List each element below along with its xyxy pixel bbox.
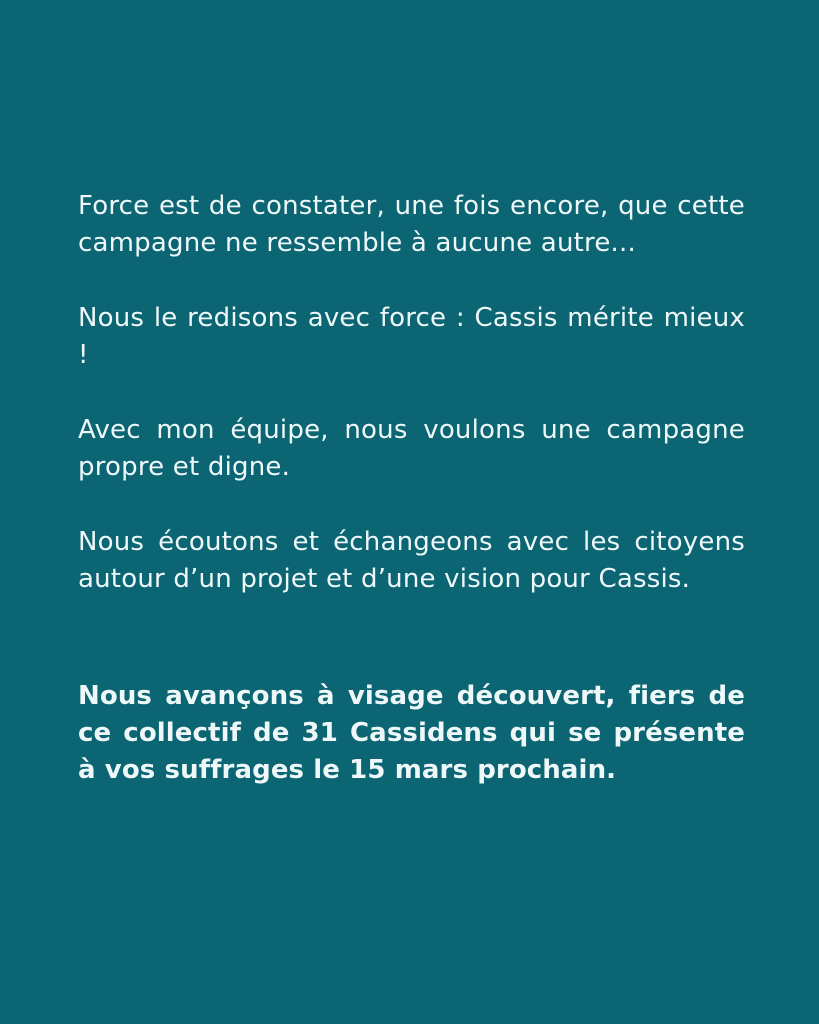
- text-block: [78, 188, 745, 827]
- paragraph-3: Avec mon équipe, nous voulons une campagne propre et digne.: [78, 415, 745, 482]
- paragraph-1: Force est de constater, une fois encore, que cette campagne ne ressemble à aucune autre...: [78, 191, 745, 258]
- paragraph-5-emphasis: Nous avançons à visage découvert, fiers de ce collectif de 31 Cassidens qui se présente à vos suffrages le 15 mars prochain.: [78, 681, 745, 785]
- paragraph-4: Nous écoutons et échangeons avec les citoyens autour d’un projet et d’une vision pour Cassis.: [78, 527, 745, 594]
- paragraph-2: Nous le redisons avec force : Cassis mérite mieux !: [78, 303, 745, 370]
